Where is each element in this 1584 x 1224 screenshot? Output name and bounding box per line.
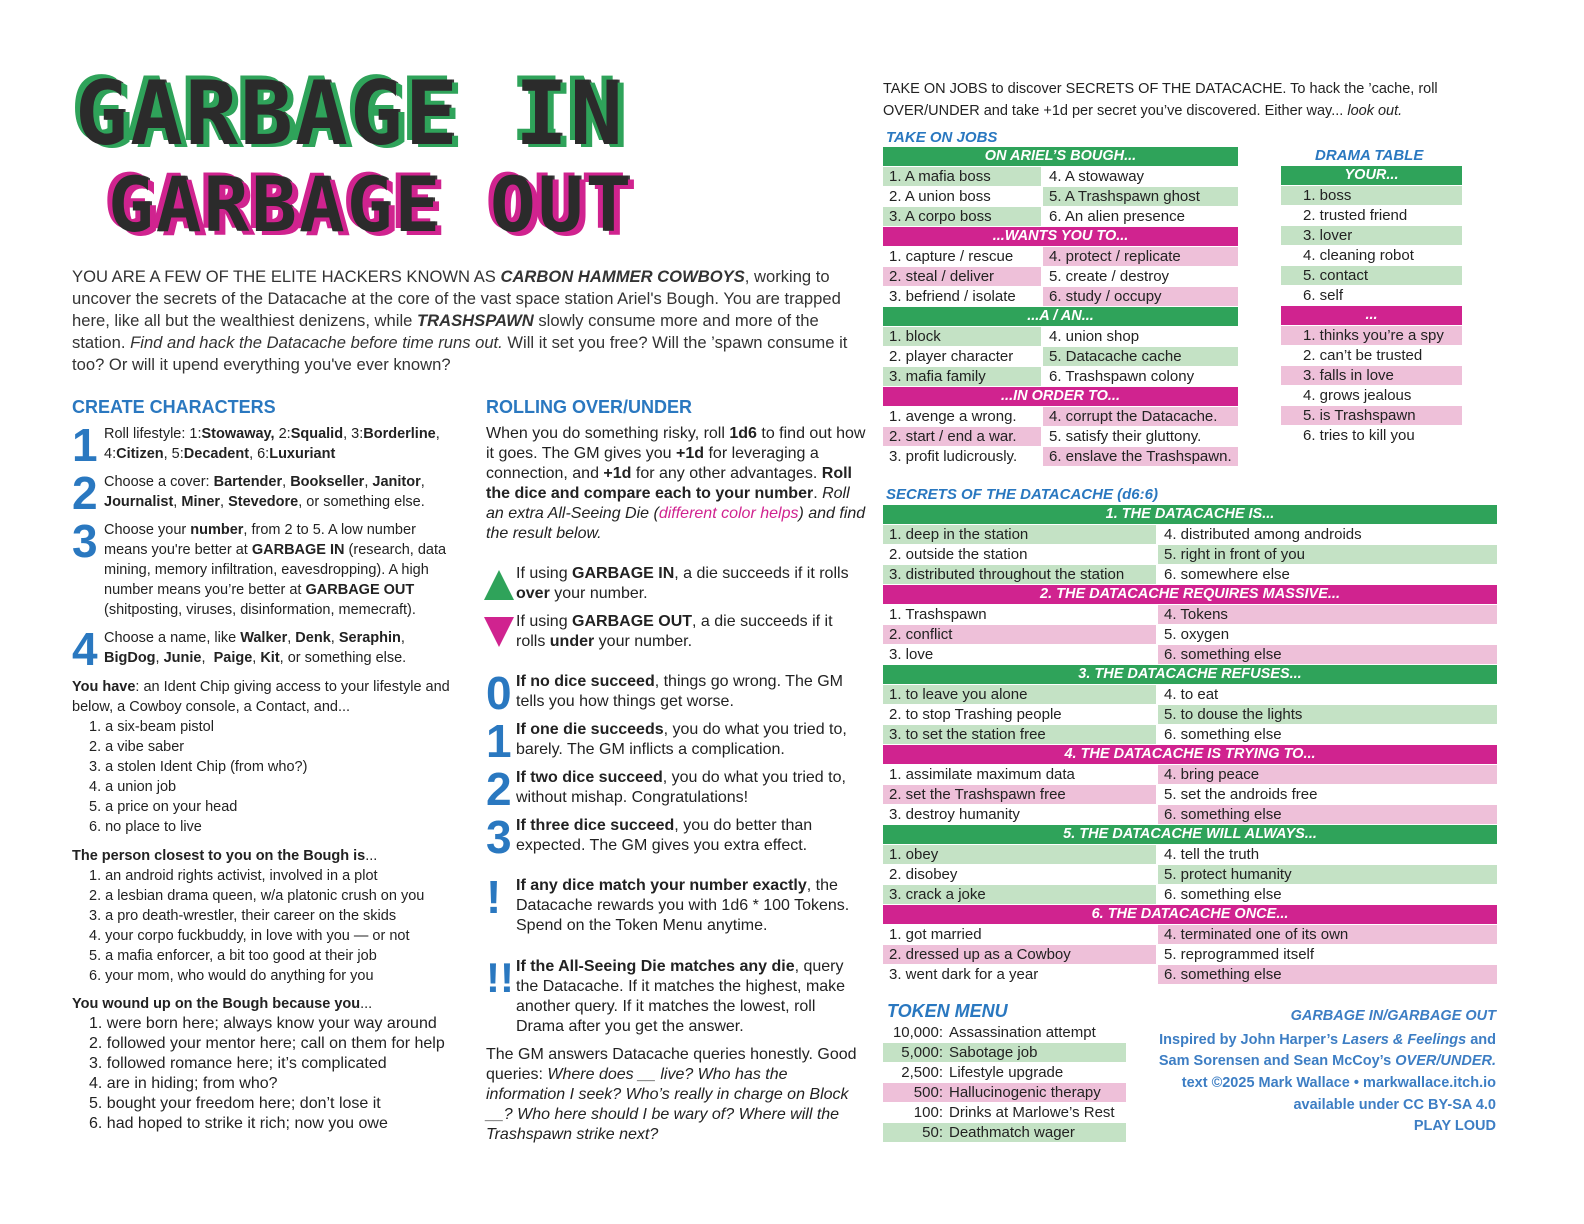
table-cell: 4. union shop xyxy=(1049,328,1140,345)
list-item: 3. a stolen Ident Chip (from who?) xyxy=(89,759,308,775)
rolling-intro: When you do something risky, roll 1d6 to find out how it goes. The GM gives you +1d for leveraging a connection, and +1d for any other advantages. Roll the dice and compare each to your number. Roll an extra All-Seeing Die (different color helps) and find the result below. xyxy=(486,425,866,542)
table-cell: 5. is Trashspawn xyxy=(1281,406,1462,425)
table-cell: 6. somewhere else xyxy=(1164,566,1290,583)
table-section-header: 4. THE DATACACHE IS TRYING TO... xyxy=(883,745,1497,764)
intro-trashspawn: TRASHSPAWN xyxy=(416,311,534,330)
title-garbage-in: GARBAGE IN xyxy=(75,62,625,165)
table-cell: 2. disobey xyxy=(889,866,958,883)
table-cell: 2. set the Trashspawn free xyxy=(883,785,1156,804)
table-cell: 3. falls in love xyxy=(1281,366,1462,385)
token-menu-heading: TOKEN MENU xyxy=(887,1001,1008,1021)
table-cell: 4. protect / replicate xyxy=(1043,247,1238,266)
intro-paragraph xyxy=(72,266,867,376)
table-cell: 1. obey xyxy=(883,845,1156,864)
table-cell: 1. deep in the station xyxy=(883,525,1156,544)
you-have-text xyxy=(72,677,457,717)
list-item: 6. had hoped to strike it rich; now you owe xyxy=(89,1115,388,1132)
garbage-out-rule: If using GARBAGE OUT, a die succeeds if it rolls under your number. xyxy=(516,613,833,650)
exact-match-rule xyxy=(486,871,866,936)
table-cell: 3. profit ludicrously. xyxy=(889,448,1018,465)
table-cell: 5. Datacache cache xyxy=(1043,347,1238,366)
triangle-up-icon xyxy=(484,570,514,600)
list-item: 3. followed romance here; it’s complicated xyxy=(89,1055,387,1072)
step-number: 2 xyxy=(72,467,98,519)
garbage-in-rule: If using GARBAGE IN, a die succeeds if it rolls over your number. xyxy=(516,565,849,602)
token-item: Drinks at Marlowe’s Rest xyxy=(949,1104,1115,1121)
credits-line-5: PLAY LOUD xyxy=(1413,1118,1496,1134)
credits-title: GARBAGE IN/GARBAGE OUT xyxy=(1290,1008,1496,1024)
title-garbage-out: GARBAGE OUT xyxy=(108,160,634,249)
table-section-header: 5. THE DATACACHE WILL ALWAYS... xyxy=(883,825,1497,844)
table-cell: 2. steal / deliver xyxy=(883,267,1041,286)
table-cell: 3. lover xyxy=(1281,226,1462,245)
token-cost: 100: xyxy=(913,1104,943,1121)
table-cell: 6. study / occupy xyxy=(1043,287,1238,306)
triangle-down-icon xyxy=(484,617,514,647)
result-0 xyxy=(486,667,866,719)
table-cell: 6. something else xyxy=(1164,886,1282,903)
list-item: 1. were born here; always know your way around xyxy=(89,1015,437,1032)
table-cell: 5. create / destroy xyxy=(1049,268,1170,285)
step-text: Roll lifestyle: 1:Stowaway, 2:Squalid, 3:Borderline, 4:Citizen, 5:Decadent, 6:Luxuriant xyxy=(104,426,440,462)
table-cell: 5. contact xyxy=(1281,266,1462,285)
rolling-heading: ROLLING OVER/UNDER xyxy=(486,397,693,417)
table-cell: 6. self xyxy=(1303,287,1344,304)
table-cell: 4. bring peace xyxy=(1158,765,1497,784)
exact-match-text: If any dice match your number exactly, the Datacache rewards you with 1d6 * 100 Tokens. Spend on the Token Menu anytime. xyxy=(516,877,850,934)
token-menu-row xyxy=(883,1023,1126,1042)
table-cell: 5. oxygen xyxy=(1164,626,1230,643)
table-cell: 1. A mafia boss xyxy=(883,167,1041,186)
double-exclamation-icon: !! xyxy=(486,954,514,1001)
step-number: 3 xyxy=(72,515,98,567)
result-number: 3 xyxy=(486,811,512,863)
table-cell: 5. set the androids free xyxy=(1164,786,1318,803)
intro-carbon-hammer: CARBON HAMMER COWBOYS xyxy=(500,267,745,286)
table-cell: 5. reprogrammed itself xyxy=(1164,946,1315,963)
result-1 xyxy=(486,715,866,767)
gm-queries-text: The GM answers Datacache queries honestly. Good queries: Where does __ live? Who has the information I seek? Who’s really in charge on Block __? Who here should I be wary of? Where will the Trashspawn strike next? xyxy=(486,1046,857,1143)
take-on-jobs-heading: TAKE ON JOBS xyxy=(886,129,998,146)
table-cell: 1. capture / rescue xyxy=(889,248,1014,265)
table-cell: 3. destroy humanity xyxy=(889,806,1020,823)
token-menu-row xyxy=(883,1103,1126,1122)
table-cell: 5. to douse the lights xyxy=(1158,705,1497,724)
token-cost: 50: xyxy=(922,1124,943,1141)
token-cost: 500: xyxy=(913,1084,943,1101)
table-cell: 1. assimilate maximum data xyxy=(889,766,1075,783)
table-cell: 4. A stowaway xyxy=(1049,168,1145,185)
credits-line-4: available under CC BY-SA 4.0 xyxy=(1293,1097,1496,1113)
list-item: 5. a mafia enforcer, a bit too good at their job xyxy=(89,948,377,964)
table-cell: 4. corrupt the Datacache. xyxy=(1043,407,1238,426)
wound-tail: ... xyxy=(360,996,373,1012)
you-have-lead: You have xyxy=(72,679,136,695)
table-section-header: ...A / AN... xyxy=(883,307,1238,326)
table-section-header: ... xyxy=(1281,306,1462,325)
token-cost: 2,500: xyxy=(901,1064,943,1081)
table-cell: 5. right in front of you xyxy=(1158,545,1497,564)
list-item: 5. bought your freedom here; don’t lose it xyxy=(89,1095,381,1112)
token-cost: 10,000: xyxy=(892,1024,943,1041)
table-cell: 1. block xyxy=(883,327,1041,346)
table-cell: 6. An alien presence xyxy=(1049,208,1185,225)
list-item: 2. followed your mentor here; call on them for help xyxy=(89,1035,445,1052)
table-cell: 2. start / end a war. xyxy=(883,427,1041,446)
table-cell: 5. protect humanity xyxy=(1158,865,1497,884)
table-cell: 3. love xyxy=(889,646,934,663)
list-item: 4. are in hiding; from who? xyxy=(89,1075,278,1092)
list-item: 4. a union job xyxy=(89,779,177,795)
all-seeing-rule xyxy=(486,954,866,1037)
token-item: Lifestyle upgrade xyxy=(949,1064,1064,1081)
table-cell: 5. A Trashspawn ghost xyxy=(1043,187,1238,206)
result-text: If two dice succeed, you do what you tried to, without mishap. Congratulations! xyxy=(516,769,846,806)
list-item: 5. a price on your head xyxy=(89,799,238,815)
table-section-header: YOUR... xyxy=(1281,166,1462,185)
table-cell: 3. distributed throughout the station xyxy=(883,565,1156,584)
table-cell: 3. mafia family xyxy=(883,367,1041,386)
result-number: 1 xyxy=(486,715,512,767)
table-cell: 6. something else xyxy=(1158,805,1497,824)
table-cell: 3. went dark for a year xyxy=(889,966,1039,983)
table-cell: 6. something else xyxy=(1164,726,1282,743)
list-item: 1. an android rights activist, involved in a plot xyxy=(89,868,378,884)
table-cell: 5. satisfy their gluttony. xyxy=(1049,428,1202,445)
result-text: If no dice succeed, things go wrong. The GM tells you how things get worse. xyxy=(516,673,843,710)
table-cell: 2. dressed up as a Cowboy xyxy=(883,945,1156,964)
result-number: 2 xyxy=(486,763,512,815)
table-cell: 4. Tokens xyxy=(1158,605,1497,624)
token-item: Assassination attempt xyxy=(949,1024,1096,1041)
token-item: Hallucinogenic therapy xyxy=(949,1084,1101,1101)
token-item: Deathmatch wager xyxy=(949,1124,1075,1141)
right-intro: TAKE ON JOBS to discover SECRETS OF THE DATACACHE. To hack the ’cache, roll OVER/UNDER and take +1d per secret you’ve discovered. Either way... look out. xyxy=(883,81,1438,119)
table-cell: 1. avenge a wrong. xyxy=(889,408,1017,425)
step-text: Choose a cover: Bartender, Bookseller, Janitor, Journalist, Miner, Stevedore, or something else. xyxy=(104,474,425,510)
credits-line-3: text ©2025 Mark Wallace • markwallace.itch.io xyxy=(1181,1075,1496,1091)
table-cell: 4. cleaning robot xyxy=(1303,247,1414,264)
closest-tail: ... xyxy=(365,848,378,864)
closest-lead: The person closest to you on the Bough is xyxy=(72,848,366,864)
table-cell: 1. Trashspawn xyxy=(889,606,987,623)
table-cell: 1. got married xyxy=(889,926,982,943)
step-text: Choose your number, from 2 to 5. A low number means you're better at GARBAGE IN (research, data mining, memory infiltration, eavesdropping). A high number means you’re better at GARBAGE OUT (shitposting, viruses, disinformation, memecraft). xyxy=(104,522,447,618)
intro-text-4: Will it set you free? Will the ’spawn consume it too? Or will it upend everything you've ever known? xyxy=(72,333,848,374)
table-cell: 4. distributed among androids xyxy=(1164,526,1362,543)
intro-text-3: slowly consume more and more of the station. xyxy=(72,311,819,352)
token-menu-row xyxy=(883,1083,1126,1102)
table-cell: 1. boss xyxy=(1281,186,1462,205)
result-text: If one die succeeds, you do what you tried to, barely. The GM inflicts a complication. xyxy=(516,721,847,758)
table-cell: 3. befriend / isolate xyxy=(889,288,1016,305)
table-cell: 2. player character xyxy=(889,348,1014,365)
table-cell: 1. thinks you’re a spy xyxy=(1281,326,1462,345)
table-section-header: 2. THE DATACACHE REQUIRES MASSIVE... xyxy=(883,585,1497,604)
list-item: 2. a vibe saber xyxy=(89,739,185,755)
table-cell: 2. A union boss xyxy=(889,188,991,205)
table-cell: 3. crack a joke xyxy=(883,885,1156,904)
drama-table-heading: DRAMA TABLE xyxy=(1315,147,1424,164)
table-cell: 2. conflict xyxy=(883,625,1156,644)
step-number: 1 xyxy=(72,419,98,471)
closest-person-text xyxy=(72,846,457,866)
create-step-1 xyxy=(72,419,457,471)
result-text: If three dice succeed, you do better than expected. The GM gives you extra effect. xyxy=(516,817,813,854)
credits-line-2: Sam Sorensen and Sean McCoy’s OVER/UNDER. xyxy=(1158,1053,1496,1069)
table-cell: 6. something else xyxy=(1158,645,1497,664)
table-cell: 6. Trashspawn colony xyxy=(1049,368,1195,385)
token-menu-row xyxy=(883,1063,1126,1082)
token-item: Sabotage job xyxy=(949,1044,1038,1061)
token-menu-row xyxy=(883,1123,1126,1142)
list-item: 6. no place to live xyxy=(89,819,202,835)
table-cell: 4. grows jealous xyxy=(1303,387,1412,404)
table-cell: 1. to leave you alone xyxy=(883,685,1156,704)
create-step-4 xyxy=(72,623,457,675)
list-item: 2. a lesbian drama queen, w/a platonic crush on you xyxy=(89,888,425,904)
table-section-header: 3. THE DATACACHE REFUSES... xyxy=(883,665,1497,684)
intro-text-1: YOU ARE A FEW OF THE ELITE HACKERS KNOWN AS xyxy=(72,267,501,286)
token-menu-row xyxy=(883,1043,1126,1062)
table-cell: 2. to stop Trashing people xyxy=(889,706,1062,723)
table-cell: 3. A corpo boss xyxy=(883,207,1041,226)
table-cell: 4. tell the truth xyxy=(1164,846,1260,863)
table-section-header: 6. THE DATACACHE ONCE... xyxy=(883,905,1497,924)
wound-up-text xyxy=(72,994,457,1014)
credits-line-1: Inspired by John Harper’s Lasers & Feelings and xyxy=(1159,1032,1496,1048)
create-step-2 xyxy=(72,467,457,519)
list-item: 4. your corpo fuckbuddy, in love with you — or not xyxy=(89,928,410,944)
result-number: 0 xyxy=(486,667,512,719)
closest-person-list xyxy=(72,866,424,986)
table-section-header: ...WANTS YOU TO... xyxy=(883,227,1238,246)
table-cell: 6. something else xyxy=(1158,965,1497,984)
table-cell: 6. enslave the Trashspawn. xyxy=(1043,447,1238,466)
table-section-header: 1. THE DATACACHE IS... xyxy=(883,505,1497,524)
list-item: 6. your mom, who would do anything for you xyxy=(89,968,374,984)
secrets-heading: SECRETS OF THE DATACACHE (d6:6) xyxy=(886,486,1158,503)
result-3 xyxy=(486,811,866,863)
token-cost: 5,000: xyxy=(901,1044,943,1061)
exclamation-icon: ! xyxy=(486,871,502,923)
create-step-3 xyxy=(72,515,457,620)
you-have-body: : an Ident Chip giving access to your lifestyle and below, a Cowboy console, a Contact, and... xyxy=(72,679,450,715)
wound-up-list xyxy=(72,1014,445,1134)
create-characters-heading: CREATE CHARACTERS xyxy=(72,397,276,417)
table-section-header: ON ARIEL’S BOUGH... xyxy=(883,147,1238,166)
table-cell: 2. outside the station xyxy=(889,546,1028,563)
intro-text-2: , working to uncover the secrets of the Datacache at the core of the vast space station Ariel's Bough. You are trapped here, like all but the wealthiest denizens, while xyxy=(72,267,841,330)
table-cell: 4. terminated one of its own xyxy=(1158,925,1497,944)
step-number: 4 xyxy=(72,623,98,675)
table-cell: 2. can’t be trusted xyxy=(1303,347,1423,364)
table-cell: 6. tries to kill you xyxy=(1303,427,1415,444)
result-2 xyxy=(486,763,866,815)
list-item: 3. a pro death-wrestler, their career on the skids xyxy=(89,908,397,924)
table-section-header: ...IN ORDER TO... xyxy=(883,387,1238,406)
intro-italic: Find and hack the Datacache before time runs out. xyxy=(130,333,503,352)
table-cell: 4. to eat xyxy=(1164,686,1219,703)
list-item: 1. a six-beam pistol xyxy=(89,719,214,735)
wound-lead: You wound up on the Bough because you xyxy=(72,996,361,1012)
all-seeing-text: If the All-Seeing Die matches any die, query the Datacache. If it matches the highest, make another query. If it matches the lowest, roll Drama after you get the answer. xyxy=(516,958,846,1035)
step-text: Choose a name, like Walker, Denk, Seraphin, BigDog, Junie, Paige, Kit, or something else. xyxy=(104,630,407,666)
you-have-list xyxy=(72,717,307,837)
table-cell: 2. trusted friend xyxy=(1303,207,1408,224)
table-cell: 3. to set the station free xyxy=(883,725,1156,744)
